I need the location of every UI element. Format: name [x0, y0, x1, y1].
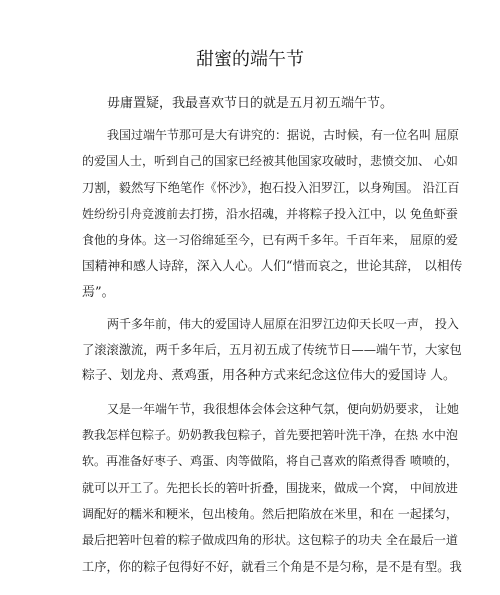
paragraph-3-line-1: 两千多年前，伟大的爱国诗人屈原在汨罗江边仰天长叹一声， 投入: [107, 317, 459, 331]
paragraph-4-line-6: 最后把箬叶包着的粽子做成四角的形状。这包粽子的功夫 全在最后一道: [82, 533, 458, 547]
paragraph-4-line-4: 就可以开工了。先把长长的箬叶折叠，围拢来，做成一个窝， 中间放进: [82, 481, 458, 495]
paragraph-3-line-2: 了滚滚激流，两千多年后，五月初五成了传统节日——端午节，大家包: [82, 343, 462, 357]
paragraph-4-line-2: 教我怎样包粽子。奶奶教我包粽子，首先要把箬叶洗干净，在热 水中泡: [82, 428, 458, 442]
paragraph-2-line-6: 国精神和感人诗辞，深入人心。人们“惜而哀之，世论其辞， 以相传: [82, 259, 463, 274]
paragraph-2-line-5: 食他的身体。这一习俗绵延至今，已有两千多年。千百年来， 屈原的爱: [82, 233, 458, 247]
paragraph-4-line-1: 又是一年端午节，我很想体会体会这种气氛，便向奶奶要求， 让她: [107, 402, 459, 416]
paragraph-2-line-1: 我国过端午节那可是大有讲究的：据说，古时候，有一位名叫 屈原: [107, 128, 459, 142]
paragraph-2-line-4: 姓纷纷引舟竞渡前去打捞，沿水招魂，并将粽子投入江中，以 免鱼虾蚕: [82, 207, 458, 221]
document-title: 甜蜜的端午节: [196, 49, 304, 70]
paragraph-4-line-5: 调配好的糯米和粳米，包出棱角。然后把陷放在米里，和在 一起揉匀，: [82, 507, 458, 521]
paragraph-2-line-7: 焉”。: [82, 285, 115, 300]
paragraph-4-line-3: 软。再准备好枣子、鸡蛋、肉等做陷，将自己喜欢的陷煮得香 喷喷的，: [82, 454, 458, 468]
paragraph-4-line-7: 工序，你的粽子包得好不好，就看三个角是不是匀称，是不是有型。我: [82, 560, 462, 574]
paragraph-1-line-1: 毋庸置疑，我最喜欢节日的就是五月初五端午节。: [107, 96, 394, 111]
paragraph-3-line-3: 粽子、划龙舟、煮鸡蛋，用各种方式来纪念这位伟大的爱国诗 人。: [82, 368, 456, 383]
paragraph-2-line-2: 的爱国人士，听到自己的国家已经被其他国家攻破时，悲愤交加、 心如: [82, 154, 458, 168]
paragraph-2-line-3: 刀割，毅然写下绝笔作《怀沙》，抱石投入汨罗江，以身殉国。 沿江百: [82, 181, 460, 195]
